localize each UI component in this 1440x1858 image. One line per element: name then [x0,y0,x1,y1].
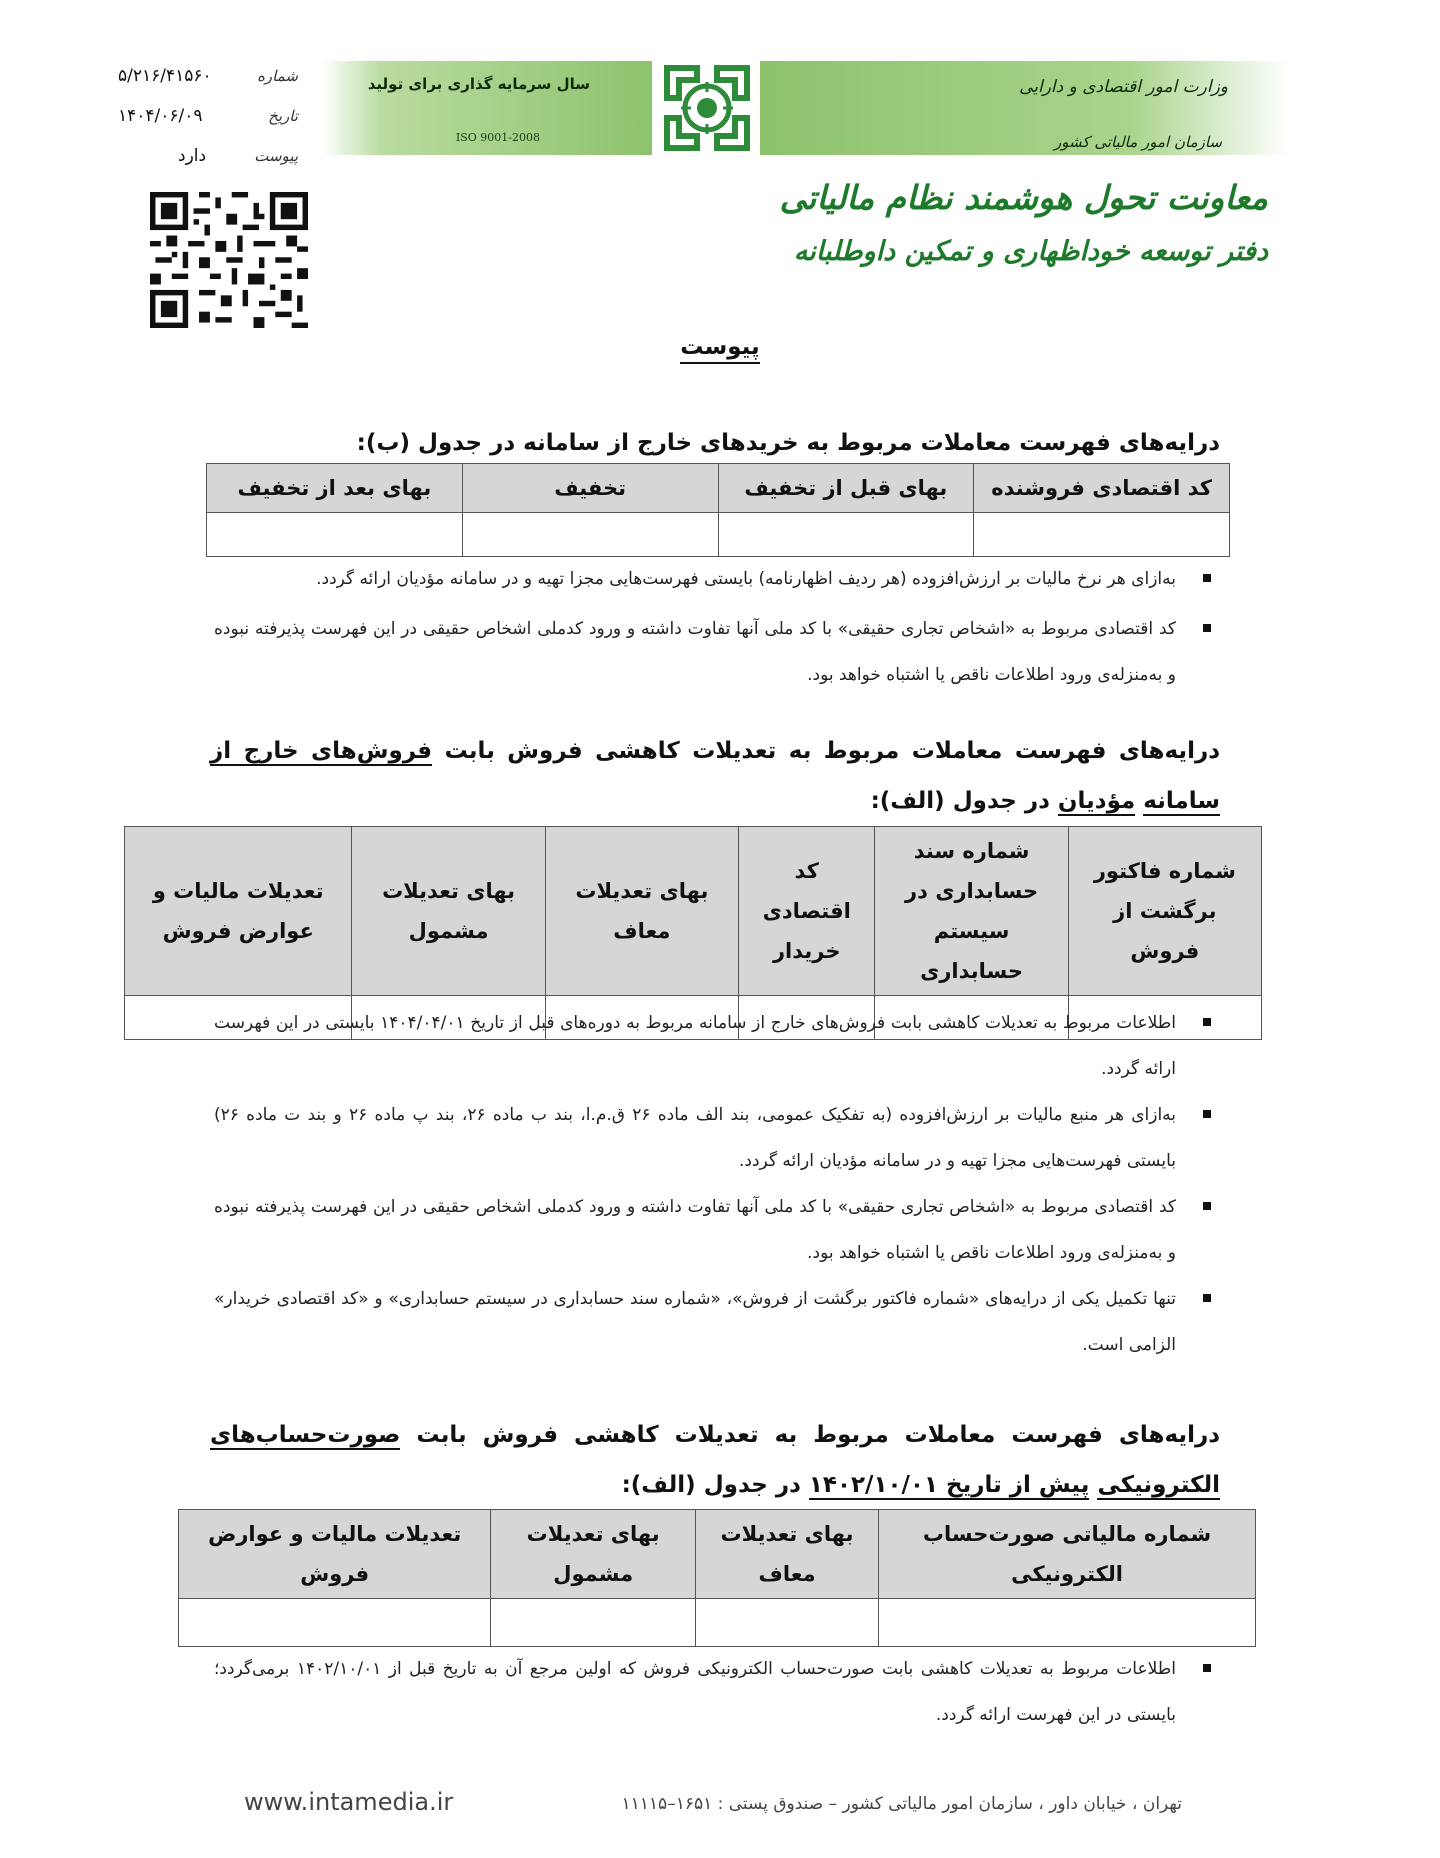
table-cell [974,513,1230,557]
s1-col-price-before-discount: بهای قبل از تخفیف [718,464,974,513]
s2-col-return-invoice-number: شماره فاکتور برگشت از فروش [1068,827,1261,996]
section3-heading-b: در جدول (الف): [621,1472,801,1498]
letter-attachment-value: دارد [178,146,207,166]
letter-attachment-row [118,136,298,176]
table-cell [207,513,463,557]
note-item: اطلاعات مربوط به تعدیلات کاهشی بابت صورت‌حساب الکترونیکی فروش که اولین مرجع آن به تاریخ قبل از ۱۴۰۲/۱۰/۰۱ برمی‌گردد؛ بایستی در این فهرست ارائه گردد. [214,1646,1214,1738]
footer-address: تهران ، خیابان داور ، سازمان امور مالیاتی کشور – صندوق پستی : ۱۶۵۱–۱۱۱۱۵ [621,1794,1182,1814]
s2-col-buyer-economic-code: کد اقتصادی خریدار [739,827,875,996]
s3-col-taxable-adjustments: بهای تعدیلات مشمول [491,1510,696,1599]
footer-website: www.intamedia.ir [244,1788,454,1816]
page-title-text: پیوست [680,334,759,364]
section2-heading-b: در جدول (الف): [870,788,1050,814]
table-cell [718,513,974,557]
letter-meta [118,56,298,176]
section2-heading-underline-1: فروش‌های خارج از سامانه [210,738,1220,814]
section3-heading-a: درایه‌های فهرست معاملات مربوط به تعدیلات کاهشی فروش بابت [416,1422,1220,1448]
s2-col-taxable-adjustments: بهای تعدیلات مشمول [352,827,545,996]
table-cell [462,513,718,557]
table-cell [879,1599,1256,1647]
section2-heading-underline-2: مؤدیان [1057,788,1136,814]
organization-name: سازمان امور مالیاتی کشور [1054,133,1222,151]
section3-table [178,1509,1256,1647]
department-line-1: معاونت تحول هوشمند نظام مالیاتی [779,178,1268,217]
section2-notes [214,1000,1214,1368]
header-banner [322,58,1290,158]
department-line-2: دفتر توسعه خوداظهاری و تمکین داوطلبانه [793,236,1268,267]
note-item: تنها تکمیل یکی از درایه‌های «شماره فاکتور برگشت از فروش»، «شماره سند حسابداری در سیستم حسابداری» و «کد اقتصادی خریدار» الزامی است. [214,1276,1214,1368]
s3-col-exempt-adjustments: بهای تعدیلات معاف [695,1510,878,1599]
slogan-band [322,61,652,155]
table-cell [695,1599,878,1647]
letter-number-row [118,56,298,96]
note-item: به‌ازای هر منبع مالیات بر ارزش‌افزوده (به تفکیک عمومی، بند الف ماده ۲۶ ق.م.ا، بند ب ماده ۲۶، بند پ ماده ۲۶ و بند ت ماده ۲۶) بایستی فهرست‌هایی مجزا تهیه و در سامانه مؤدیان ارائه گردد. [214,1092,1214,1184]
s1-col-seller-economic-code: کد اقتصادی فروشنده [974,464,1230,513]
letter-number-value: ۵/۲۱۶/۴۱۵۶۰ [118,66,212,86]
ministry-name: وزارت امور اقتصادی و دارایی [1019,77,1228,97]
section2-heading [210,726,1220,826]
qr-code-icon [150,192,308,328]
s1-col-discount: تخفیف [462,464,718,513]
table-cell [491,1599,696,1647]
iso-label: ISO 9001-2008 [455,131,540,144]
section3-heading [210,1410,1220,1510]
year-slogan: سال سرمایه گذاری برای تولید [367,75,590,93]
tax-emblem-icon [657,58,757,158]
note-item: کد اقتصادی مربوط به «اشخاص تجاری حقیقی» با کد ملی آنها تفاوت داشته و ورود کدملی اشخاص حقیقی در این فهرست پذیرفته نبوده و به‌منزله‌ی ورود اطلاعات ناقص یا اشتباه خواهد بود. [214,1184,1214,1276]
letter-number-label: شماره [257,67,298,85]
section3-heading-underline-2: پیش از تاریخ ۱۴۰۲/۱۰/۰۱ [808,1472,1090,1498]
letter-date-row [118,96,298,136]
note-item: اطلاعات مربوط به تعدیلات کاهشی بابت فروش‌های خارج از سامانه مربوط به دوره‌های قبل از تاریخ ۱۴۰۴/۰۴/۰۱ بایستی در این فهرست ارائه گردد. [214,1000,1214,1092]
s1-col-price-after-discount: بهای بعد از تخفیف [207,464,463,513]
section2-heading-a: درایه‌های فهرست معاملات مربوط به تعدیلات کاهشی فروش بابت [444,738,1220,764]
note-item: کد اقتصادی مربوط به «اشخاص تجاری حقیقی» با کد ملی آنها تفاوت داشته و ورود کدملی اشخاص حقیقی در این فهرست پذیرفته نبوده و به‌منزله‌ی ورود اطلاعات ناقص یا اشتباه خواهد بود. [214,606,1214,698]
s3-col-tax-adjustments: تعدیلات مالیات و عوارض فروش [179,1510,491,1599]
letter-date-label: تاریخ [268,107,298,125]
table-cell [179,1599,491,1647]
s2-col-accounting-doc-number: شماره سند حسابداری در سیستم حسابداری [875,827,1068,996]
note-item: به‌ازای هر نرخ مالیات بر ارزش‌افزوده (هر ردیف اظهارنامه) بایستی فهرست‌هایی مجزا تهیه و در سامانه مؤدیان ارائه گردد. [214,556,1214,602]
section1-heading: درایه‌های فهرست معاملات مربوط به خریدهای خارج از سامانه در جدول (ب): [356,430,1220,456]
section3-heading-underline-1: صورت‌حساب‌های الکترونیکی [210,1422,1220,1498]
s3-col-einvoice-tax-number: شماره مالیاتی صورت‌حساب الکترونیکی [879,1510,1256,1599]
section3-notes [214,1646,1214,1738]
s2-col-exempt-adjustments: بهای تعدیلات معاف [545,827,738,996]
s2-col-tax-adjustments: تعدیلات مالیات و عوارض فروش [125,827,352,996]
section1-notes [214,556,1214,698]
page-title [0,334,1440,360]
footer [0,1788,1440,1828]
ministry-band [760,61,1290,155]
letter-date-value: ۱۴۰۴/۰۶/۰۹ [118,106,203,126]
letter-attachment-label: پیوست [254,147,298,165]
section1-table [206,463,1230,557]
